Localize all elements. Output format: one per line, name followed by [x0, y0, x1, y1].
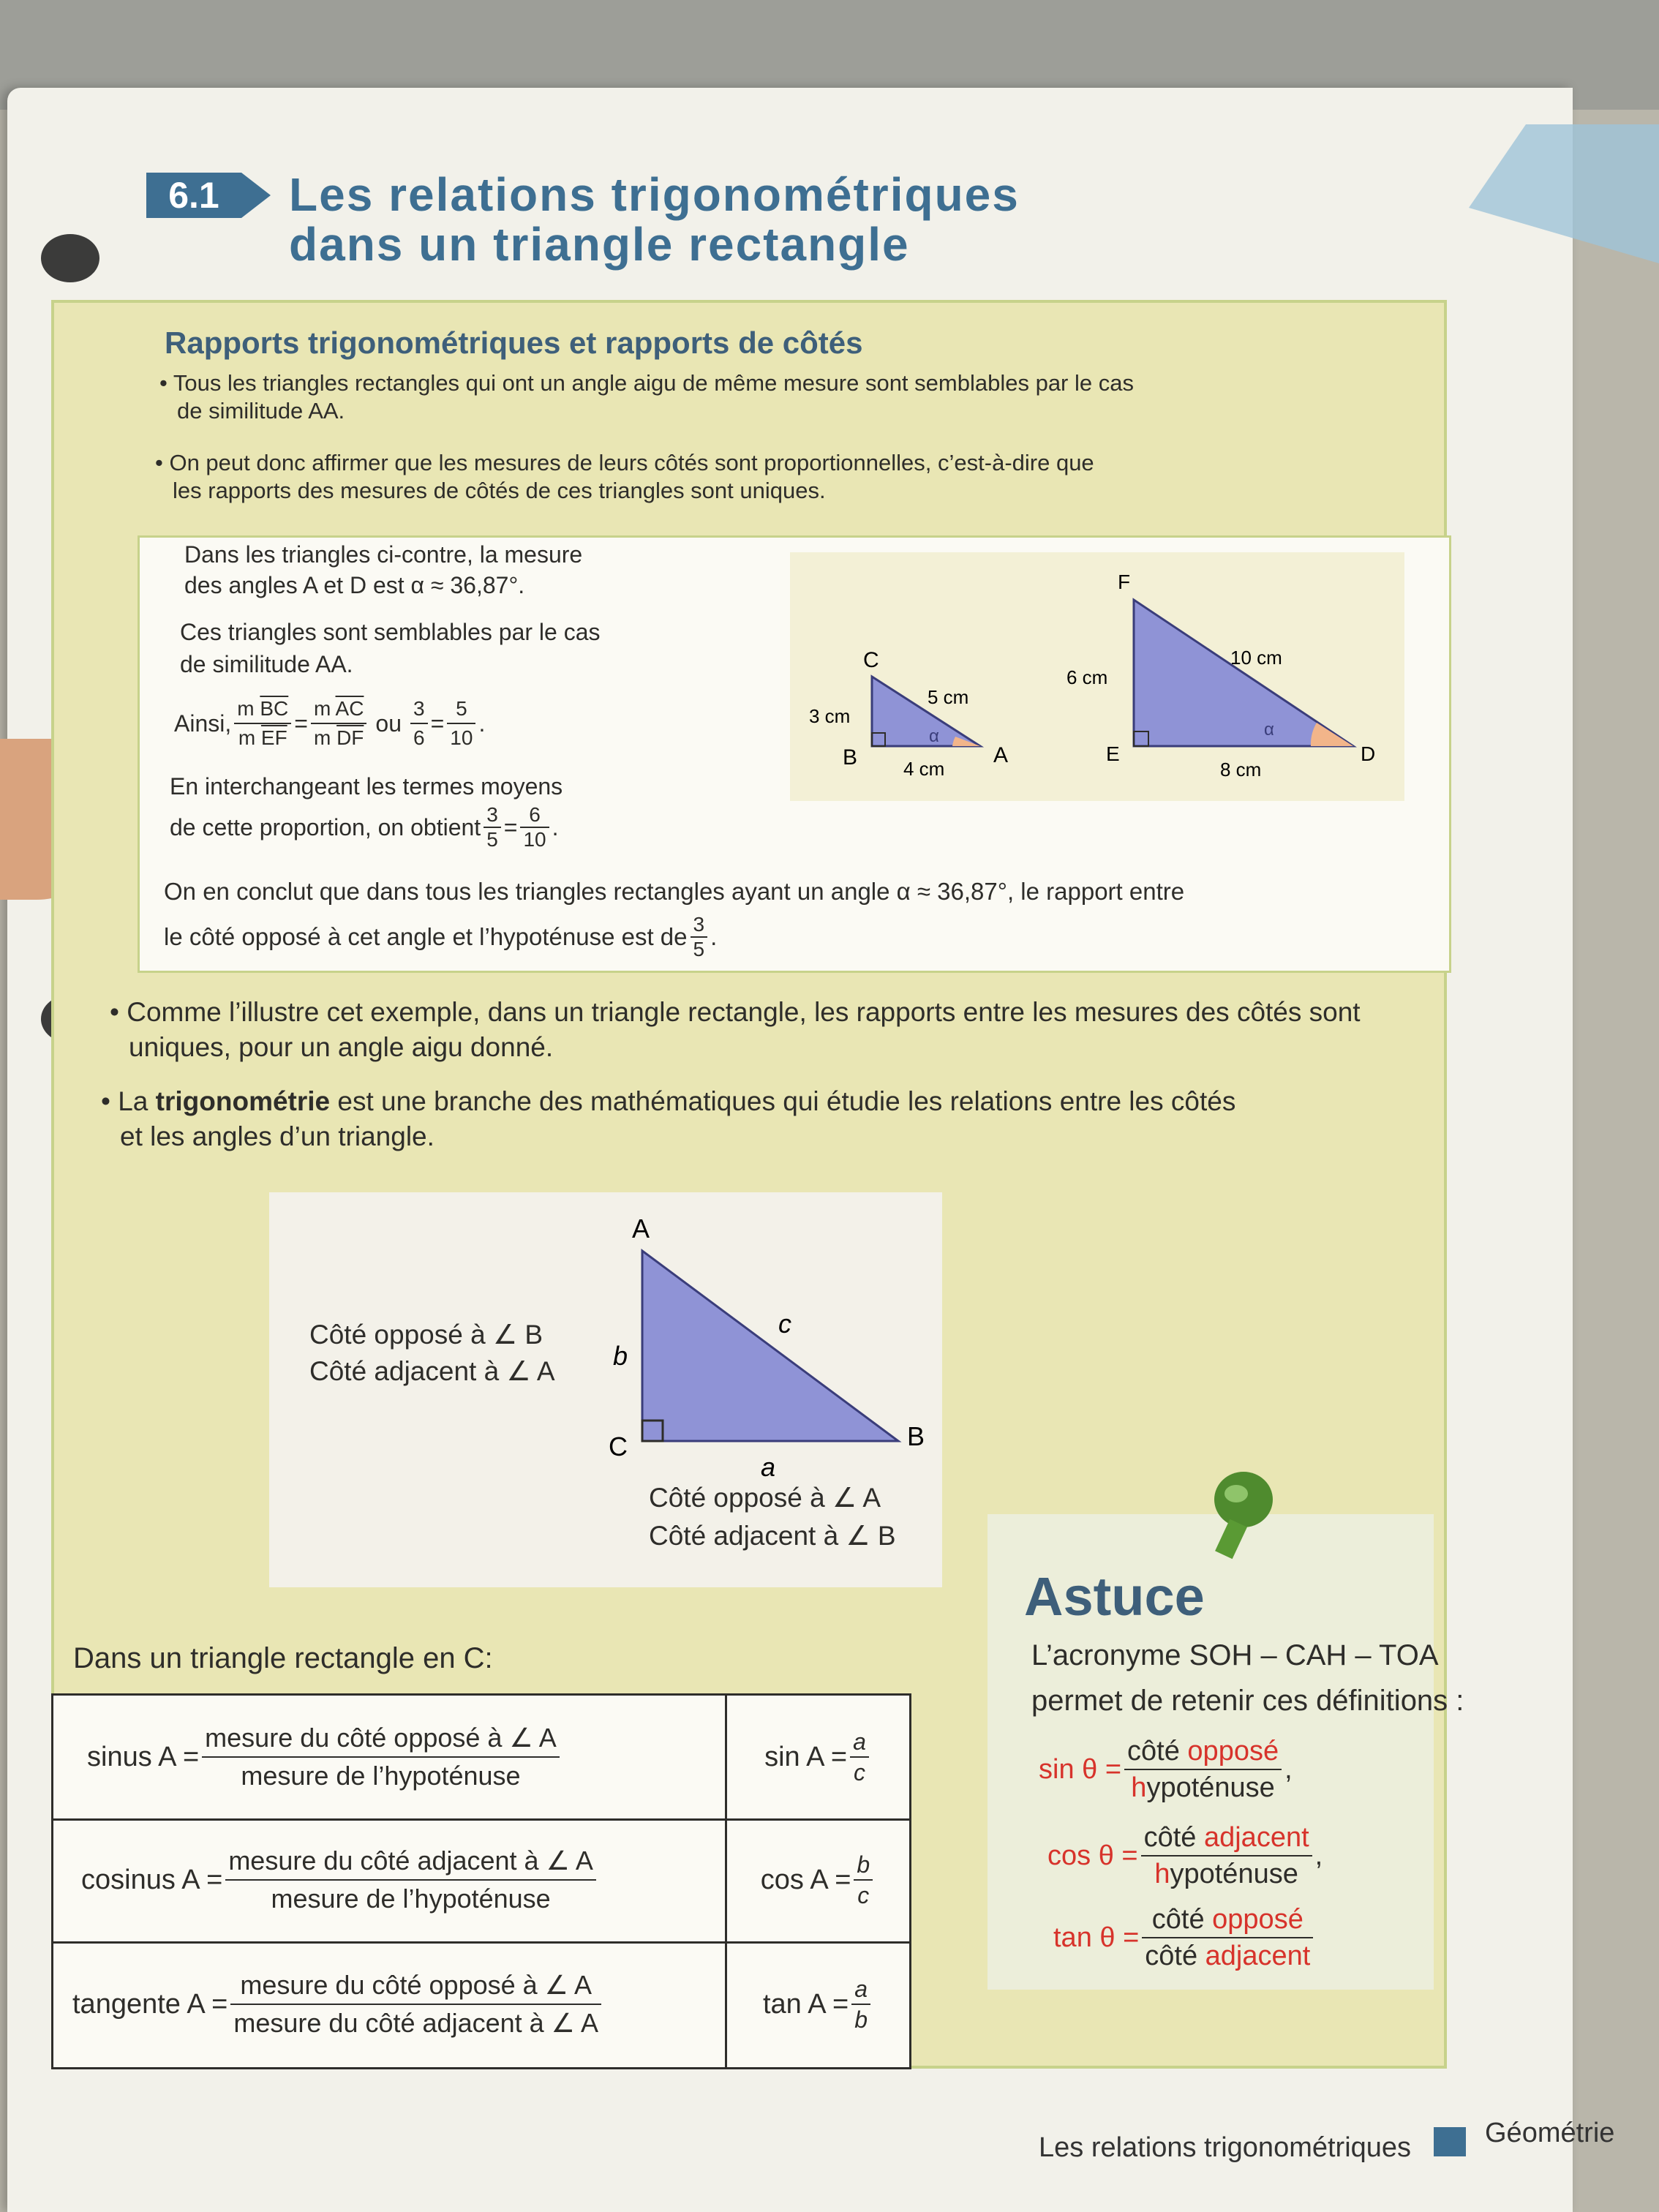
- bottom-label-2: Côté adjacent à ∠ B: [649, 1521, 896, 1551]
- box-title: Rapports trigonométriques et rapports de côtés: [165, 326, 863, 360]
- title-line-1: Les relations trigonométriques: [289, 168, 1020, 221]
- example-p1-line-1: Dans les triangles ci-contre, la mesure: [184, 541, 583, 568]
- astuce-tan-fraction: [1142, 1902, 1313, 1974]
- bullet-1-line-1: • Tous les triangles rectangles qui ont un angle aigu de même mesure sont semblables par le cas: [159, 370, 1134, 396]
- table-row-cosinus: [53, 1818, 909, 1944]
- astuce-comma-1: ,: [1284, 1753, 1293, 1785]
- bullet-2-line-1: • On peut donc affirmer que les mesures de leurs côtés sont proportionnelles, c’est-à-dire que: [155, 450, 1094, 475]
- cosinus-num: mesure du côté adjacent à ∠ A: [225, 1843, 596, 1881]
- example-para-1: [184, 539, 582, 601]
- alpha-small: α: [929, 726, 939, 746]
- sin-short-fraction: [850, 1727, 869, 1787]
- f5-den: 5: [486, 828, 498, 851]
- fraction-6-10: [520, 803, 549, 851]
- sinus-label: sinus A =: [87, 1741, 200, 1772]
- astuce-tan-label: tan θ =: [1053, 1922, 1140, 1953]
- table-row-tangente: [53, 1941, 909, 2067]
- bullet-3: [110, 995, 1361, 1065]
- triangle-abc: [642, 1251, 898, 1441]
- sinus-den: mesure de l’hypoténuse: [241, 1761, 521, 1791]
- cos-short-label: cos A =: [760, 1864, 851, 1895]
- equals-sign-3: =: [503, 814, 518, 840]
- cosinus-den: mesure de l’hypoténuse: [271, 1884, 551, 1914]
- f4-num: 5: [447, 695, 475, 724]
- sin-short-label: sin A =: [764, 1741, 848, 1772]
- footer-domain: Géométrie: [1485, 2118, 1615, 2148]
- vertex-f: F: [1118, 571, 1131, 593]
- frac1-num-seg: $\overline{BC}$: [260, 697, 289, 720]
- bullet-2: [155, 449, 1094, 505]
- vertex-a: A: [632, 1214, 650, 1244]
- astuce-cos-n1: côté: [1143, 1822, 1204, 1853]
- sin-short-num: a: [850, 1727, 869, 1758]
- astuce-tan-d1: côté: [1145, 1941, 1205, 1971]
- example-p2-line-2: de similitude AA.: [180, 651, 353, 677]
- vertex-b-small: B: [843, 745, 858, 770]
- fraction-3-6: [410, 695, 428, 752]
- tan-short: [727, 1941, 909, 2067]
- angle-alpha-large: [1311, 723, 1353, 746]
- tan-short-label: tan A =: [762, 1988, 849, 2020]
- bullet-1-line-2: de similitude AA.: [177, 398, 345, 424]
- bottom-label-1: Côté opposé à ∠ A: [649, 1483, 881, 1513]
- tan-short-fraction: [851, 1974, 870, 2034]
- astuce-tan-d2: adjacent: [1205, 1941, 1311, 1971]
- astuce-line-2: permet de retenir ces définitions :: [1031, 1685, 1464, 1717]
- footer-square-icon: [1434, 2127, 1466, 2156]
- table-row-sinus: [53, 1696, 909, 1821]
- cosinus-fraction: [225, 1843, 596, 1917]
- astuce-title: Astuce: [1024, 1566, 1205, 1627]
- tangente-fraction: [230, 1967, 601, 2042]
- equals-sign: =: [294, 710, 308, 737]
- section-number: 6.1: [146, 173, 241, 218]
- fraction-conclusion: [691, 913, 708, 961]
- astuce-line-1: L’acronyme SOH – CAH – TOA: [1031, 1639, 1439, 1671]
- astuce-tan-n1: côté: [1151, 1904, 1213, 1935]
- proportion-line: Ainsi, $\frac{m \overline{BC}}{m \overline{EF}}$ = $\frac{m \overline{AC}}{m \overline{DF}}$ ou $\frac{3}{6}$ = $\frac{5}{10}$ .: [174, 695, 485, 752]
- bottom-side-labels: [649, 1479, 896, 1555]
- ou-label: ou: [375, 710, 402, 737]
- astuce-sin-d1: h: [1131, 1772, 1147, 1803]
- side-bc-label: 3 cm: [809, 705, 851, 727]
- vertex-a-small: A: [993, 743, 1009, 767]
- similar-triangles-svg: [790, 552, 1404, 801]
- side-ed-label: 8 cm: [1220, 759, 1262, 780]
- cos-short: [727, 1818, 909, 1941]
- vertex-e: E: [1106, 742, 1120, 765]
- binder-hole-top: [41, 234, 99, 282]
- ainsi-label: Ainsi,: [174, 710, 232, 737]
- side-ef-label: 6 cm: [1066, 666, 1108, 688]
- tangente-label: tangente A =: [72, 1988, 228, 2020]
- side-a-label: a: [761, 1452, 776, 1482]
- bullet-4-bold: trigonométrie: [155, 1086, 331, 1116]
- f7-num: 3: [691, 913, 708, 938]
- footer-chapter: Les relations trigonométriques: [1039, 2132, 1412, 2163]
- astuce-cos-label: cos θ =: [1047, 1840, 1138, 1871]
- astuce-sin-label: sin θ =: [1039, 1753, 1122, 1785]
- bullet-3-line-1: • Comme l’illustre cet exemple, dans un triangle rectangle, les rapports entre les mesures des côtés sont: [110, 997, 1361, 1027]
- example-para-2: [180, 616, 601, 680]
- sinus-num: mesure du côté opposé à ∠ A: [202, 1720, 560, 1758]
- trig-definitions-table: [51, 1693, 911, 2069]
- astuce-sin-d2: ypoténuse: [1146, 1772, 1275, 1803]
- example-p3-line-2: de cette proportion, on obtient $\frac{3}{5}$ = $\frac{6}{10}$ .: [170, 803, 559, 851]
- cos-short-num: b: [854, 1850, 873, 1881]
- example-p1-line-2: des angles A et D est α ≈ 36,87°.: [184, 572, 525, 598]
- bullet-1: [159, 369, 1134, 425]
- astuce-intro: [1031, 1633, 1464, 1723]
- side-ca-label: 5 cm: [928, 686, 969, 708]
- example-para-3: [170, 770, 563, 851]
- left-label-2: Côté adjacent à ∠ A: [309, 1356, 555, 1386]
- cosinus-label: cosinus A =: [81, 1864, 223, 1895]
- title-line-2: dans un triangle rectangle: [289, 218, 910, 271]
- frac2-den-seg: $\overline{DF}$: [336, 726, 364, 749]
- astuce-sin-n1: côté: [1127, 1736, 1188, 1767]
- frac2-num-m: m: [313, 697, 331, 720]
- example-p3-line-1: En interchangeant les termes moyens: [170, 773, 563, 800]
- example-p4-line-1: On en conclut que dans tous les triangles rectangles ayant un angle α ≈ 36,87°, le rapport entre: [164, 878, 1185, 905]
- astuce-sin: [1039, 1734, 1293, 1805]
- side-c-label: c: [778, 1309, 791, 1339]
- bullet-4-line-1: [101, 1084, 1235, 1119]
- f7-den: 5: [693, 938, 705, 960]
- sinus-fraction: [202, 1720, 560, 1794]
- astuce-cos-d1: h: [1154, 1859, 1170, 1889]
- sin-short-den: c: [854, 1759, 866, 1786]
- f6-den: 10: [523, 828, 546, 851]
- bullet-3-line-2: uniques, pour un angle aigu donné.: [129, 1032, 554, 1062]
- frac1-den-seg: $\overline{EF}$: [260, 726, 287, 749]
- side-fd-label: 10 cm: [1230, 647, 1282, 669]
- section-arrow-icon: [241, 173, 271, 218]
- tangente-den: mesure du côté adjacent à ∠ A: [233, 2008, 598, 2038]
- tan-short-num: a: [851, 1974, 870, 2005]
- astuce-cos-fraction: [1141, 1820, 1312, 1892]
- bullet-4-pre: • La: [101, 1086, 156, 1116]
- bullet-4-post: est une branche des mathématiques qui étudie les relations entre les côtés: [330, 1086, 1236, 1116]
- table-intro: Dans un triangle rectangle en C:: [73, 1642, 493, 1674]
- astuce-tan-n2: opposé: [1212, 1904, 1304, 1935]
- vertex-d: D: [1361, 742, 1376, 765]
- frac1-num-m: m: [237, 697, 255, 720]
- astuce-comma-2: ,: [1314, 1840, 1323, 1871]
- tan-short-den: b: [854, 2006, 868, 2033]
- f3-num: 3: [410, 695, 428, 724]
- side-b-label: b: [613, 1341, 628, 1371]
- astuce-cos-d2: ypoténuse: [1170, 1859, 1298, 1889]
- pushpin-icon: [1185, 1463, 1295, 1573]
- f5-num: 3: [484, 803, 501, 828]
- sinus-definition: [53, 1696, 725, 1818]
- bullet-4-line-2: et les angles d’un triangle.: [120, 1121, 434, 1151]
- f3-den: 6: [413, 726, 425, 749]
- frac2-num-seg: $\overline{AC}$: [335, 697, 364, 720]
- vertex-c-small: C: [863, 648, 879, 672]
- vertex-b: B: [907, 1421, 925, 1451]
- f4-den: 10: [450, 726, 473, 749]
- equals-sign-2: =: [430, 710, 445, 737]
- astuce-cos-n2: adjacent: [1203, 1822, 1309, 1853]
- f6-num: 6: [520, 803, 549, 828]
- astuce-tan: [1053, 1902, 1316, 1974]
- astuce-cos: [1047, 1820, 1323, 1892]
- astuce-sin-fraction: [1124, 1734, 1282, 1805]
- example-p4-line-2-text: le côté opposé à cet angle et l’hypoténuse est de: [164, 923, 688, 950]
- fraction-5-10: [447, 695, 475, 752]
- sin-short: [727, 1696, 909, 1818]
- astuce-sin-n2: opposé: [1187, 1736, 1279, 1767]
- fraction-3-5: [484, 803, 501, 851]
- left-label-1: Côté opposé à ∠ B: [309, 1320, 543, 1350]
- tangente-num: mesure du côté opposé à ∠ A: [230, 1967, 601, 2005]
- cos-short-den: c: [857, 1882, 870, 1908]
- cosinus-definition: [53, 1818, 725, 1941]
- fraction-ac-df: [311, 695, 366, 752]
- bullet-2-line-2: les rapports des mesures de côtés de ces triangles sont uniques.: [173, 478, 826, 503]
- page-title: [289, 170, 1020, 269]
- cos-short-fraction: [854, 1850, 873, 1910]
- example-p4-line-2: le côté opposé à cet angle et l’hypoténuse est de $\frac{3}{5}$ .: [164, 913, 718, 960]
- alpha-large: α: [1264, 720, 1274, 740]
- frac2-den-m: m: [313, 726, 331, 749]
- bullet-4: [101, 1084, 1235, 1154]
- side-ba-label: 4 cm: [903, 758, 945, 780]
- example-p3-line-2-text: de cette proportion, on obtient: [170, 814, 481, 840]
- tangente-definition: [53, 1941, 725, 2067]
- example-conclusion: [164, 870, 1184, 961]
- triangle-def-large: [1134, 600, 1353, 746]
- fraction-bc-ef: [234, 695, 291, 752]
- frac1-den-m: m: [238, 726, 256, 749]
- vertex-c: C: [609, 1432, 628, 1462]
- example-p2-line-1: Ces triangles sont semblables par le cas: [180, 619, 601, 645]
